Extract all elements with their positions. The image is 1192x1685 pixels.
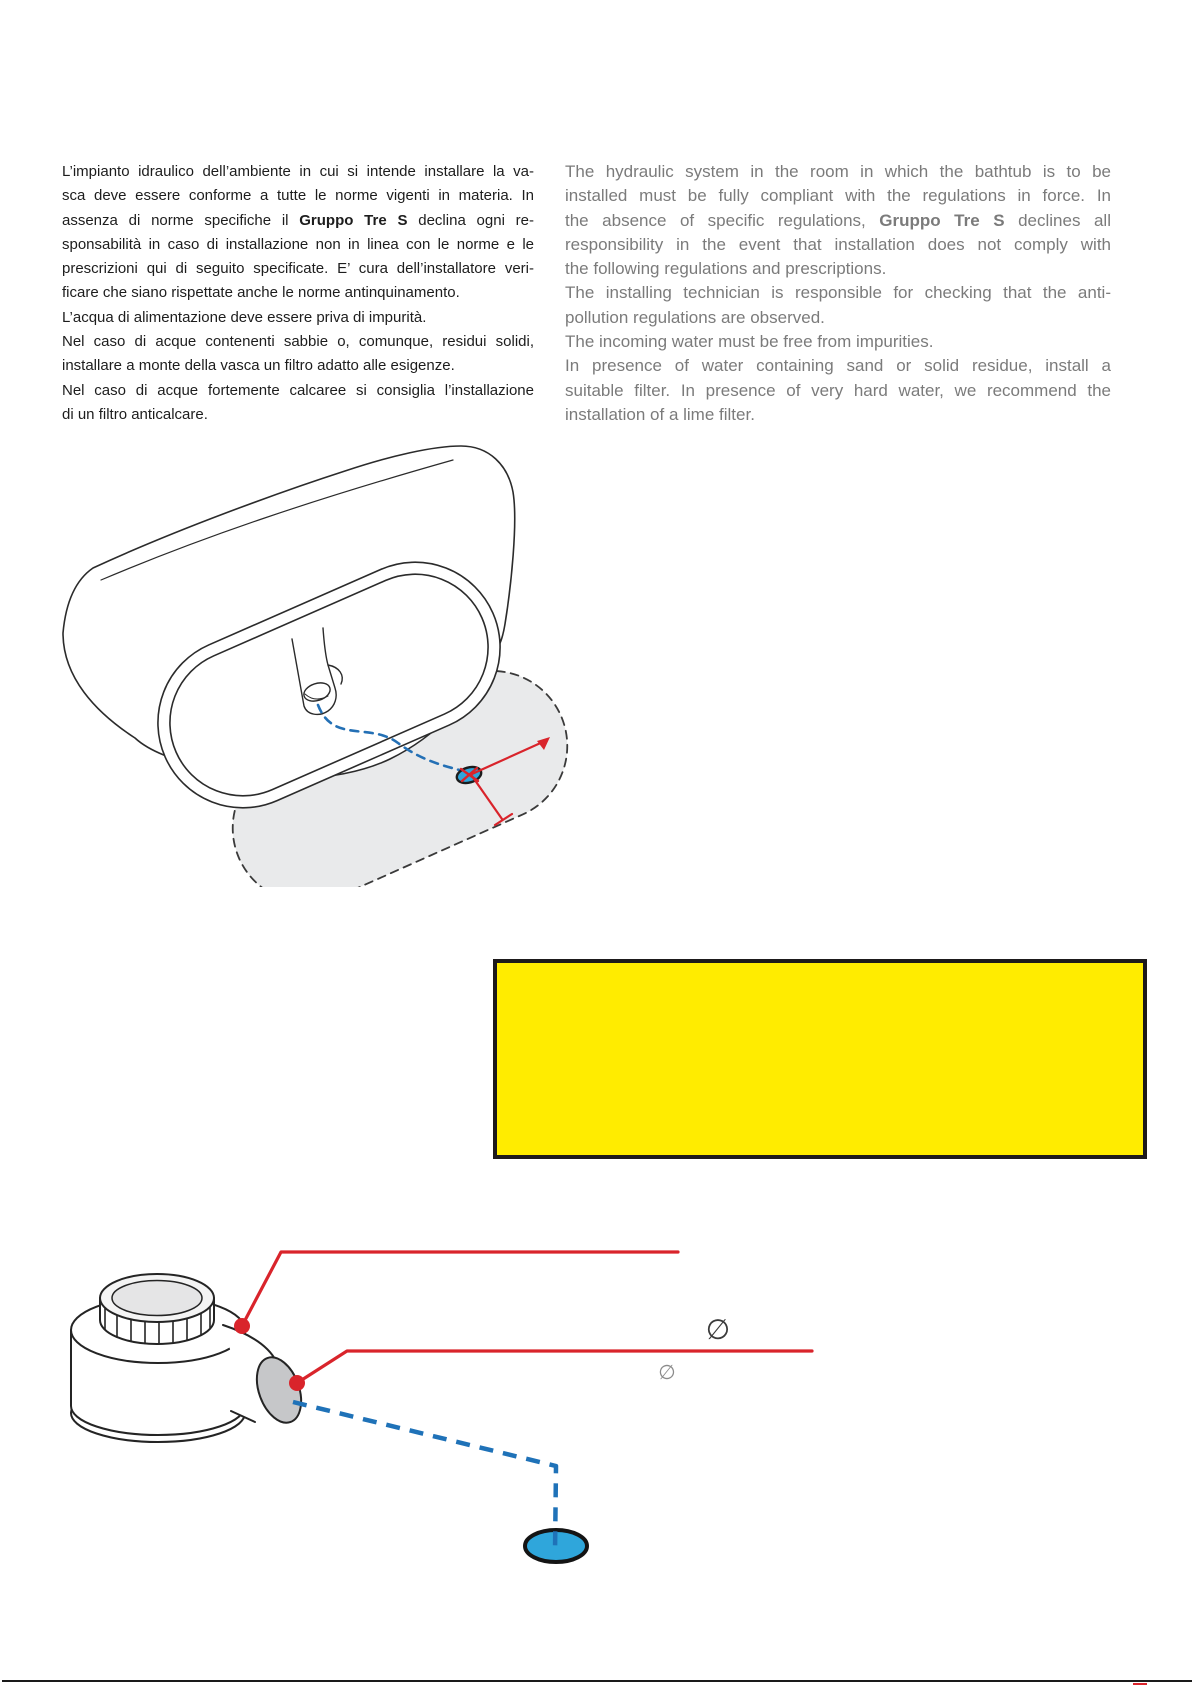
paragraph-line: Nel caso di acque fortemente calcaree si consiglia l’installazione [62,381,534,399]
siphon-drain-figure [55,1243,845,1573]
paragraph-line: prescrizioni qui di seguito specificate. E’ cura dell’installatore veri- [62,260,534,278]
leader-dot-top [234,1318,250,1334]
leader-line-bottom [289,1351,812,1391]
leader-dot-bottom [289,1375,305,1391]
outlet-routing-dashed-line [293,1402,556,1554]
brand-name: Gruppo Tre S [879,210,1005,230]
line-text: declines all [1004,210,1111,230]
paragraph-line: suitable filter. In presence of very hard water, we recommend the [565,380,1111,400]
line-text: the absence of specific regulations, [565,210,880,230]
paragraph-line: ficare che siano rispettate anche le norme antinquinamento. [62,284,460,302]
paragraph-line: pollution regulations are observed. [565,307,825,327]
paragraph-line: L’impianto idraulico dell’ambiente in cui si intende installare la va- [62,163,534,180]
paragraph-line [62,209,534,233]
paragraph-line: the following regulations and prescriptions. [565,259,887,279]
paragraph-line: Nel caso di acque contenenti sabbie o, comunque, residui solidi, [62,333,534,351]
footer-rule [2,1680,1192,1682]
paragraph-line: The installing technician is responsible for checking that the anti- [565,283,1111,303]
paragraph-line: di un filtro anticalcare. [62,405,208,423]
paragraph-line: sca deve essere conforme a tutte le norme vigenti in materia. In [62,187,534,205]
bathtub-installation-figure [55,422,595,887]
english-paragraph [565,160,1111,427]
paragraph-line [565,209,1111,233]
diameter-symbol-large: ∅ [705,1313,731,1346]
line-text: assenza di norme specifiche il [62,211,300,229]
line-text: declina ogni re- [407,211,535,229]
paragraph-line: installed must be fully compliant with the regulations in force. In [565,186,1111,206]
paragraph-line: installare a monte della vasca un filtro adatto alle esigenze. [62,357,455,375]
italian-paragraph [62,160,534,427]
paragraph-line: responsibility in the event that installation does not comply with [565,234,1111,254]
paragraph-line: The incoming water must be free from impurities. [565,332,934,352]
paragraph-line: sponsabilità in caso di installazione non in linea con le norme e le [62,235,534,253]
siphon-cap [100,1274,214,1344]
paragraph-line: installation of a lime filter. [565,404,755,424]
leader-line-top [234,1252,678,1334]
brand-name: Gruppo Tre S [299,211,408,229]
warning-highlight-box [493,959,1147,1159]
paragraph-line: In presence of water containing sand or solid residue, install a [565,356,1111,376]
diameter-symbol-small: ∅ [658,1360,676,1384]
paragraph-line: L’acqua di alimentazione deve essere priva di impurità. [62,308,427,326]
paragraph-line: The hydraulic system in the room in which the bathtub is to be [565,162,1111,181]
